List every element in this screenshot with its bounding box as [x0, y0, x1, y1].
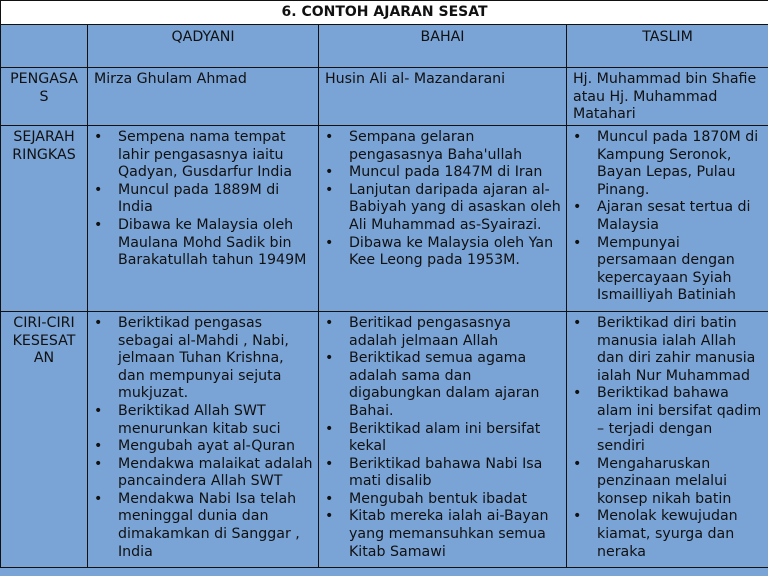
list-item: • Mengubah ayat al-Quran — [94, 438, 314, 456]
list-item: • Beriktikad pengasas sebagai al-Mahdi , Nabi, jelmaan Tuhan Krishna, dan mempunyai sejuta mukjuzat. — [94, 315, 314, 403]
list-item: • Mempunyai persamaan dengan kepercayaan Syiah Ismailliyah Batiniah — [573, 235, 764, 305]
title-row — [1, 1, 768, 25]
traits-taslim — [567, 311, 768, 567]
list-item: • Muncul pada 1847M di Iran — [325, 164, 562, 182]
list-item: • Sempena nama tempat lahir pengasasnya iaitu Qadyan, Gusdarfur India — [94, 129, 314, 182]
traits-bahai — [319, 311, 567, 567]
list-item: • Mengaharuskan penzinaan melalui konsep nikah batin — [573, 456, 764, 509]
list-item: • Beriktikad bahawa alam ini bersifat qadim – terjadi dengan sendiri — [573, 385, 764, 455]
column-header-qadyani: QADYANI — [88, 25, 319, 68]
list-item: • Mengubah bentuk ibadat — [325, 491, 562, 509]
bullet-list — [319, 126, 566, 276]
list-item: • Ajaran sesat tertua di Malaysia — [573, 199, 764, 234]
list-item: • Mendakwa Nabi Isa telah meninggal dunia dan dimakamkan di Sanggar , India — [94, 491, 314, 561]
row-label-sejarah: SEJARAH RINGKAS — [1, 126, 88, 312]
list-item: • Beriktikad diri batin manusia ialah Allah dan diri zahir manusia ialah Nur Muhammad — [573, 315, 764, 385]
traits-qadyani — [88, 311, 319, 567]
header-empty-cell — [1, 25, 88, 68]
list-item: • Muncul pada 1870M di Kampung Seronok, Bayan Lepas, Pulau Pinang. — [573, 129, 764, 199]
list-item: • Beritikad pengasasnya adalah jelmaan Allah — [325, 315, 562, 350]
list-item: • Dibawa ke Malaysia oleh Maulana Mohd Sadik bin Barakatullah tahun 1949M — [94, 217, 314, 270]
column-header-taslim: TASLIM — [567, 25, 768, 68]
row-pengasas — [1, 68, 768, 126]
row-label-pengasas: PENGASA S — [1, 68, 88, 126]
column-header-bahai: BAHAI — [319, 25, 567, 68]
bullet-list — [567, 126, 768, 311]
bullet-list — [88, 312, 318, 567]
list-item: • Beriktikad Allah SWT menurunkan kitab suci — [94, 403, 314, 438]
founder-qadyani: Mirza Ghulam Ahmad — [88, 68, 319, 126]
list-item: • Muncul pada 1889M di India — [94, 182, 314, 217]
founder-taslim: Hj. Muhammad bin Shafie atau Hj. Muhammad Matahari — [567, 68, 768, 126]
history-qadyani — [88, 126, 319, 312]
list-item: • Beriktikad semua agama adalah sama dan digabungkan dalam ajaran Bahai. — [325, 350, 562, 420]
table-title: 6. CONTOH AJARAN SESAT — [1, 1, 768, 25]
history-taslim — [567, 126, 768, 312]
list-item: • Mendakwa malaikat adalah pancaindera Allah SWT — [94, 456, 314, 491]
bullet-list — [319, 312, 566, 567]
row-label-ciri-ciri: CIRI-CIRI KESESAT AN — [1, 311, 88, 567]
list-item: • Dibawa ke Malaysia oleh Yan Kee Leong pada 1953M. — [325, 235, 562, 270]
bullet-list — [567, 312, 768, 567]
history-bahai — [319, 126, 567, 312]
list-item: • Beriktikad bahawa Nabi Isa mati disalib — [325, 456, 562, 491]
list-item: • Menolak kewujudan kiamat, syurga dan neraka — [573, 508, 764, 561]
list-item: • Beriktikad alam ini bersifat kekal — [325, 421, 562, 456]
list-item: • Lanjutan daripada ajaran al-Babiyah yang di asaskan oleh Ali Muhammad as-Syairazi. — [325, 182, 562, 235]
founder-bahai: Husin Ali al- Mazandarani — [319, 68, 567, 126]
list-item: • Kitab mereka ialah ai-Bayan yang memansuhkan semua Kitab Samawi — [325, 508, 562, 561]
row-sejarah-ringkas — [1, 126, 768, 312]
header-row — [1, 25, 768, 68]
row-ciri-ciri — [1, 311, 768, 567]
bullet-list — [88, 126, 318, 276]
list-item: • Sempana gelaran pengasasnya Baha'ullah — [325, 129, 562, 164]
